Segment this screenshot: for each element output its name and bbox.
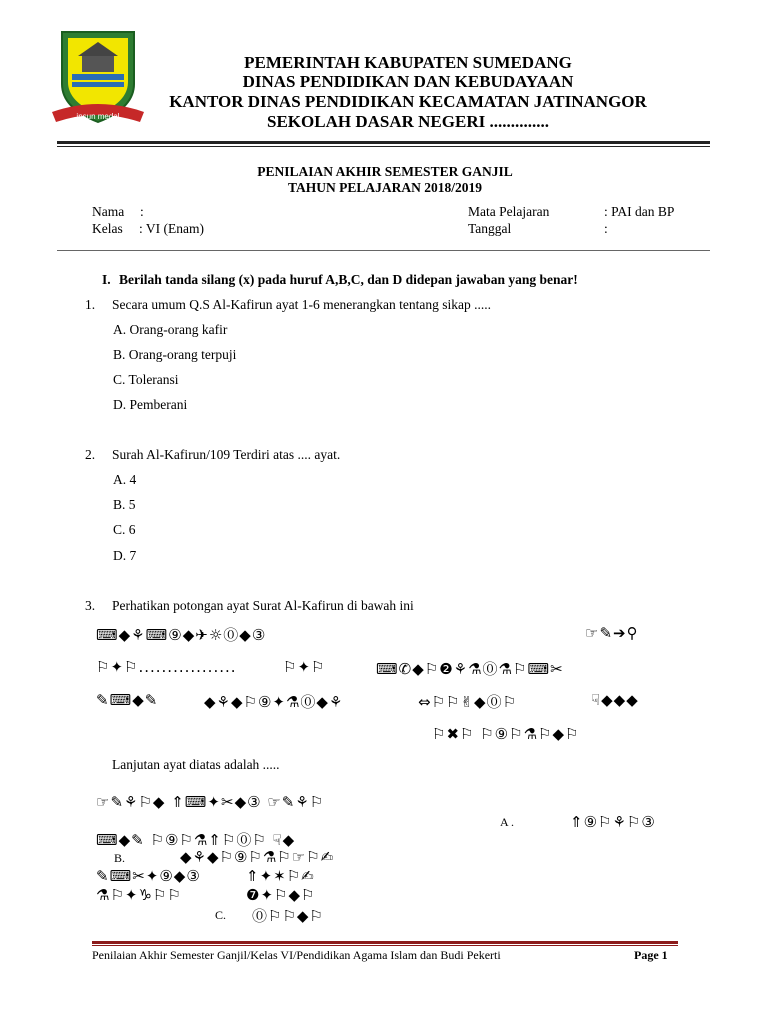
tanggal-value: :: [604, 221, 608, 236]
option[interactable]: A. 4: [113, 472, 137, 487]
option[interactable]: D. Pemberani: [113, 397, 188, 412]
question-text: Perhatikan potongan ayat Surat Al-Kafirun di bawah ini: [112, 598, 414, 613]
mapel-label: Mata Pelajaran: [468, 204, 550, 219]
regency-logo: [48, 26, 148, 130]
answer-line-a[interactable]: ⇑⑨⚐⚘⚐③: [570, 813, 656, 831]
question-number: 2.: [85, 447, 96, 462]
verse-line-3-mid1: ◆⚘◆⚐⑨✦⚗⓪◆⚘: [204, 693, 344, 711]
option[interactable]: B. Orang-orang terpuji: [113, 347, 237, 362]
answer-line-b[interactable]: ◆⚘◆⚐⑨⚐⚗⚐☞⚐✍: [180, 848, 335, 866]
header-line-2: DINAS PENDIDIKAN DAN KEBUDAYAAN: [242, 72, 574, 91]
page-number: Page 1: [634, 948, 668, 962]
option[interactable]: C. Toleransi: [113, 372, 179, 387]
answer-line-2: ⌨◆✎ ⚐⑨⚐⚗⇑⚐⓪⚐ ☟◆: [96, 831, 296, 849]
footer-rule-thin: [92, 945, 678, 946]
exam-year: TAHUN PELAJARAN 2018/2019: [287, 180, 482, 195]
option[interactable]: C. 6: [113, 522, 136, 537]
tanggal-label: Tanggal: [468, 221, 512, 236]
question-text: Secara umum Q.S Al-Kafirun ayat 1-6 menerangkan tentang sikap .....: [112, 297, 492, 312]
verse-line-3-left: ✎⌨◆✎: [96, 691, 159, 709]
answer-line-4b: ❼✦⚐◆⚐: [246, 886, 316, 904]
kelas-value: : VI (Enam): [139, 221, 204, 236]
answer-line-3: ✎⌨✂✦⑨◆③: [96, 867, 201, 885]
nama-value: :: [140, 204, 144, 219]
header-line-4: SEKOLAH DASAR NEGERI ..............: [267, 112, 549, 131]
question-number: 3.: [85, 598, 96, 613]
verse-line-1-right: ☞✎➔⚲: [585, 624, 639, 642]
verse-line-3-right: ☟◆◆◆: [591, 691, 639, 709]
section-instruction: Berilah tanda silang (x) pada huruf A,B,C, dan D didepan jawaban yang benar!: [119, 272, 578, 287]
followup-text: Lanjutan ayat diatas adalah .....: [112, 757, 280, 772]
answer-label-b[interactable]: B.: [114, 851, 126, 865]
option[interactable]: A. Orang-orang kafir: [113, 322, 228, 337]
nama-label: Nama: [92, 204, 125, 219]
answer-line-1: ☞✎⚘⚐◆ ⇑⌨✦✂◆③ ☞✎⚘⚐: [96, 793, 325, 811]
verse-line-3-mid2: ⇔⚐⚐✌◆⓪⚐: [418, 693, 518, 711]
question-text: Surah Al-Kafirun/109 Terdiri atas .... ayat.: [112, 447, 341, 462]
answer-line-c[interactable]: ⓪⚐⚐◆⚐: [252, 907, 324, 925]
header-rule-thick: [57, 141, 710, 144]
info-rule: [57, 250, 710, 251]
exam-title: PENILAIAN AKHIR SEMESTER GANJIL: [257, 164, 513, 179]
verse-line-2-mid1: ⚐✦⚐: [283, 658, 326, 676]
answer-line-4: ⚗⚐✦♑⚐⚐: [96, 886, 182, 904]
answer-label-c[interactable]: C.: [215, 908, 227, 922]
header-rule-thin: [57, 146, 710, 147]
answer-label-a[interactable]: A .: [500, 815, 515, 829]
option[interactable]: D. 7: [113, 548, 137, 563]
mapel-value: : PAI dan BP: [604, 204, 675, 219]
verse-line-4-right: ⚐✖⚐ ⚐⑨⚐⚗⚐◆⚐: [432, 725, 580, 743]
section-number: I.: [102, 272, 111, 287]
question-number: 1.: [85, 297, 96, 312]
verse-line-1-left: ⌨◆⚘⌨⑨◆✈☼⓪◆③: [96, 626, 267, 644]
footer-text: Penilaian Akhir Semester Ganjil/Kelas VI/Pendidikan Agama Islam dan Budi Pekerti: [92, 948, 501, 962]
header-line-1: PEMERINTAH KABUPATEN SUMEDANG: [244, 53, 572, 72]
header-line-3: KANTOR DINAS PENDIDIKAN KECAMATAN JATINANGOR: [169, 92, 647, 111]
kelas-label: Kelas: [92, 221, 123, 236]
answer-line-3b: ⇑✦✶⚐✍: [246, 867, 315, 885]
logo-caption: insun medal: [76, 112, 120, 121]
option[interactable]: B. 5: [113, 497, 136, 512]
verse-line-2-left: ⚐✦⚐.................: [96, 658, 237, 676]
verse-line-2-mid2: ⌨✆◆⚐❷⚘⚗⓪⚗⚐⌨✂: [376, 660, 564, 678]
footer-rule: [92, 941, 678, 944]
